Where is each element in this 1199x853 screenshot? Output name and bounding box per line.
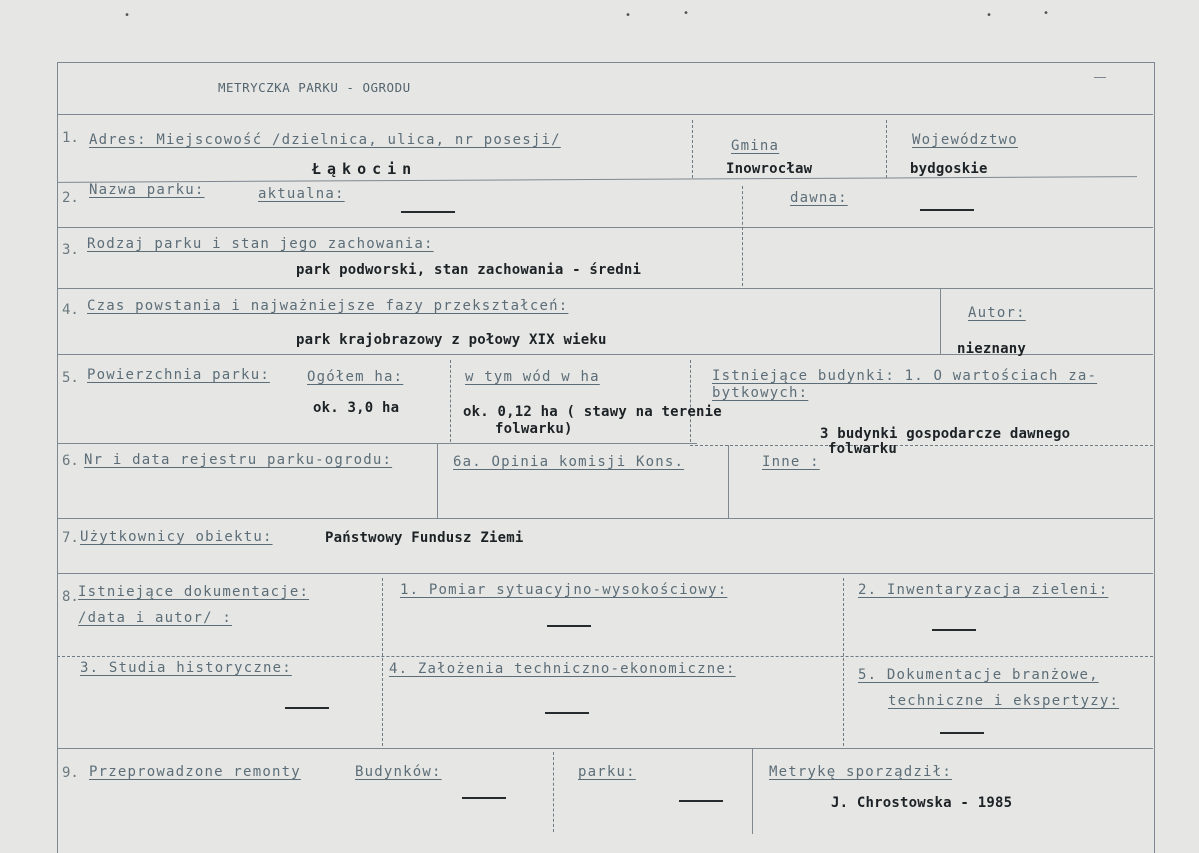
docs-greenery-blank <box>932 629 976 631</box>
section-3-number: 3. <box>62 242 79 258</box>
punch-mark: • <box>986 10 993 21</box>
divider-6b <box>728 445 729 518</box>
punch-mark: • <box>625 10 632 21</box>
punch-mark: • <box>124 10 131 21</box>
users-value: Państwowy Fundusz Ziemi <box>325 530 524 546</box>
docs-branch-label-line2: techniczne i ekspertyzy: <box>888 693 1120 709</box>
voivodeship-label: Województwo <box>912 132 1018 148</box>
docs-greenery-label: 2. Inwentaryzacja zieleni: <box>858 582 1109 598</box>
park-type-label: Rodzaj parku i stan jego zachowania: <box>87 236 434 252</box>
section-6-number: 6. <box>62 453 79 469</box>
author-value: nieznany <box>957 341 1027 357</box>
repairs-buildings-label: Budynków: <box>355 764 442 780</box>
repairs-park-blank <box>679 800 723 802</box>
area-total-value: ok. 3,0 ha <box>313 400 400 416</box>
section-4-number: 4. <box>62 302 79 318</box>
prepared-by-label: Metrykę sporządził: <box>769 764 952 780</box>
corner-mark <box>1094 77 1106 78</box>
docs-technical-blank <box>545 712 589 714</box>
repairs-buildings-blank <box>462 797 506 799</box>
rule-5 <box>57 443 697 444</box>
rule-5-dash <box>690 445 1153 446</box>
section-9-number: 9. <box>62 765 79 781</box>
divider-2 <box>742 186 743 286</box>
divider-1b <box>886 120 887 178</box>
gmina-value: Inowrocław <box>726 161 813 177</box>
origin-label: Czas powstania i najważniejsze fazy przekształceń: <box>87 298 569 314</box>
address-label: Adres: Miejscowość /dzielnica, ulica, nr posesji/ <box>89 132 561 148</box>
rule-7 <box>57 573 1153 574</box>
punch-mark: • <box>1043 8 1050 19</box>
section-7-number: 7. <box>62 530 79 546</box>
rule-title <box>57 114 1153 115</box>
divider-6a <box>437 443 438 518</box>
park-name-label: Nazwa parku: <box>89 182 205 198</box>
buildings-value-line1: 3 budynki gospodarcze dawnego <box>820 426 1071 442</box>
origin-value: park krajobrazowy z połowy XIX wieku <box>296 332 607 348</box>
divider-9b <box>752 748 753 834</box>
punch-mark: • <box>683 8 690 19</box>
gmina-label: Gmina <box>731 138 780 154</box>
rule-2 <box>57 227 1153 228</box>
address-value: Łąkocin <box>312 160 418 178</box>
rule-6 <box>57 518 1153 519</box>
water-area-label: w tym wód w ha <box>465 369 600 385</box>
buildings-label-line2: bytkowych: <box>712 385 809 401</box>
docs-branch-blank <box>940 732 984 734</box>
area-label: Powierzchnia parku: <box>87 367 270 383</box>
docs-history-blank <box>285 707 329 709</box>
area-total-label: Ogółem ha: <box>307 369 404 385</box>
prepared-by-value: J. Chrostowska - 1985 <box>831 795 1013 811</box>
opinion-label: 6a. Opinia komisji Kons. <box>453 454 685 470</box>
docs-survey-blank <box>547 625 591 627</box>
divider-9a <box>553 752 554 832</box>
docs-history-label: 3. Studia historyczne: <box>80 660 292 676</box>
divider-1a <box>692 120 693 178</box>
rule-8-dash <box>57 656 1153 657</box>
park-name-current-label: aktualna: <box>258 186 345 202</box>
docs-branch-label-line1: 5. Dokumentacje branżowe, <box>858 667 1099 683</box>
divider-4 <box>940 288 941 354</box>
author-label: Autor: <box>968 305 1026 321</box>
divider-8a <box>382 578 383 746</box>
rule-8 <box>57 748 1153 749</box>
section-5-number: 5. <box>62 370 79 386</box>
docs-label-line1: Istniejące dokumentacje: <box>78 584 310 600</box>
water-area-value-line2: folwarku) <box>495 421 573 437</box>
section-2-number: 2. <box>62 190 79 206</box>
section-8-number: 8. <box>62 589 79 605</box>
rule-3 <box>57 288 1153 289</box>
water-area-value-line1: ok. 0,12 ha ( stawy na terenie <box>463 404 722 420</box>
buildings-value-line2: folwarku <box>828 441 898 457</box>
docs-label-line2: /data i autor/ : <box>78 610 233 626</box>
park-name-former-blank <box>920 209 974 211</box>
voivodeship-value: bydgoskie <box>910 161 988 177</box>
form-title: METRYCZKA PARKU - OGRODU <box>218 80 411 95</box>
repairs-label: Przeprowadzone remonty <box>89 764 301 780</box>
park-name-former-label: dawna: <box>790 190 848 206</box>
register-label: Nr i data rejestru parku-ogrodu: <box>84 452 393 468</box>
park-name-current-blank <box>401 211 455 213</box>
section-1-number: 1. <box>62 130 79 146</box>
park-type-value: park podworski, stan zachowania - średni <box>296 262 642 278</box>
docs-technical-label: 4. Założenia techniczno-ekonomiczne: <box>389 661 736 677</box>
repairs-park-label: parku: <box>578 764 636 780</box>
users-label: Użytkownicy obiektu: <box>80 529 273 545</box>
other-label: Inne : <box>762 454 820 470</box>
divider-5b <box>690 360 691 442</box>
divider-5a <box>450 360 451 442</box>
buildings-label-line1: Istniejące budynki: 1. O wartościach za- <box>712 368 1098 384</box>
divider-8b <box>843 578 844 746</box>
docs-survey-label: 1. Pomiar sytuacyjno-wysokościowy: <box>400 582 728 598</box>
